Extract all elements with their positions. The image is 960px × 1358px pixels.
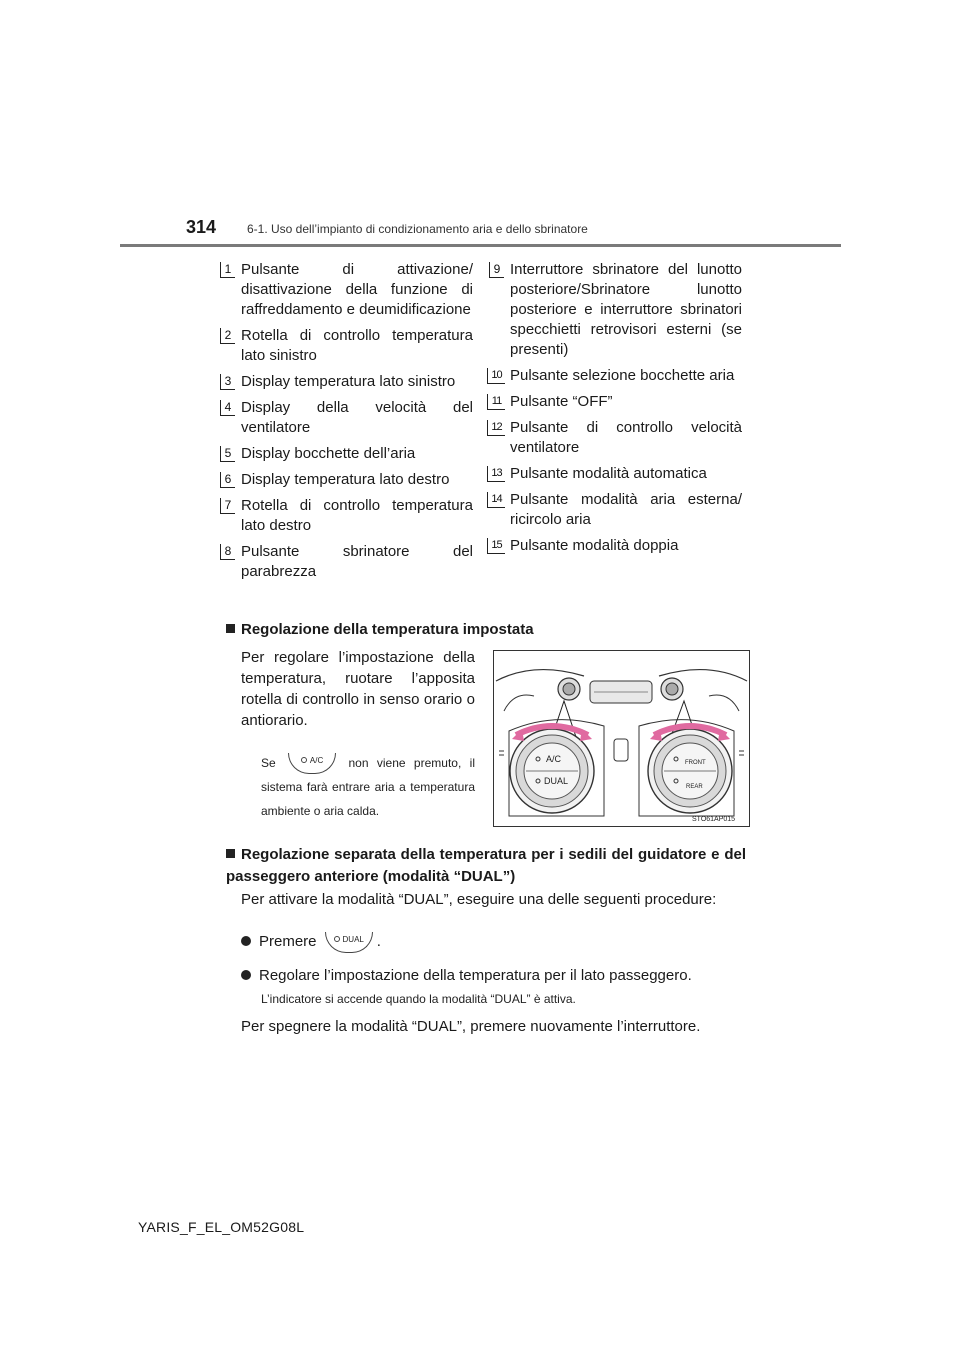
figure-code: STO61AP015 [692,816,736,823]
dual-bullet-2: Regolare l’impostazione della temperatura per il lato passeggero. [241,965,692,986]
callout-badge: 13 [487,466,505,482]
legend-item: 3 Display temperatura lato sinistro [241,372,473,392]
legend-item: 11 Pulsante “OFF” [510,392,742,412]
callout-badge: 6 [220,472,235,488]
legend-item: 9 Interruttore sbrinatore del lunotto posteriore/Sbrinatore lunotto posteriore e interruttore sbrinatori specchietti retrovisori esterni (se presenti) [510,260,742,360]
round-bullet-icon [241,936,251,946]
round-bullet-icon [241,970,251,980]
legend-item: 10 Pulsante selezione bocchette aria [510,366,742,386]
dual-intro: Per attivare la modalità “DUAL”, eseguire una delle seguenti procedure: [241,891,717,908]
climate-control-figure [493,650,750,827]
callout-badge: 10 [487,368,505,384]
callout-badge: 8 [220,544,235,560]
legend-item: 6 Display temperatura lato destro [241,470,473,490]
temp-body: Per regolare l’impostazione della temperatura, ruotare l’apposita rotella di controllo in senso orario o antiorario. [241,649,475,729]
dual-off-text: Per spegnere la modalità “DUAL”, premere nuovamente l’interruttore. [241,1018,701,1035]
dual-heading: Regolazione separata della temperatura per i sedili del guidatore e del passeggero anteriore (modalità “DUAL”) [226,846,746,885]
square-bullet-icon [226,849,235,858]
callout-badge: 11 [487,394,505,410]
dual-button-icon: DUAL [325,932,373,953]
knob-label-rear: REAR [686,784,703,790]
knob-label-ac: A/C [546,754,562,764]
legend-right [491,260,742,562]
knob-label-front: FRONT [685,760,706,766]
legend-item: 14 Pulsante modalità aria esterna/ ricircolo aria [510,490,742,530]
climate-panel-illustration [494,651,749,826]
legend-item: 13 Pulsante modalità automatica [510,464,742,484]
footer-code: YARIS_F_EL_OM52G08L [138,1219,305,1235]
callout-badge: 4 [220,400,235,416]
callout-badge: 9 [489,262,504,278]
callout-badge: 7 [220,498,235,514]
legend-item: 12 Pulsante di controllo velocità ventilatore [510,418,742,458]
section-title: 6-1. Uso dell’impianto di condizionamento aria e dello sbrinatore [247,222,588,236]
dual-note: L’indicatore si accende quando la modalità “DUAL” è attiva. [261,992,576,1006]
legend-item: 5 Display bocchette dell’aria [241,444,473,464]
legend-item: 1 Pulsante di attivazione/ disattivazione della funzione di raffreddamento e deumidificazione [241,260,473,320]
callout-badge: 5 [220,446,235,462]
header-rule [120,244,841,247]
legend-item: 4 Display della velocità del ventilatore [241,398,473,438]
callout-badge: 1 [220,262,235,278]
square-bullet-icon [226,624,235,633]
legend-left [224,260,473,588]
callout-badge: 3 [220,374,235,390]
callout-badge: 2 [220,328,235,344]
legend-item: 2 Rotella di controllo temperatura lato sinistro [241,326,473,366]
legend-item: 7 Rotella di controllo temperatura lato destro [241,496,473,536]
page-number: 314 [186,217,217,237]
ac-button-icon: A/C [288,753,336,774]
callout-badge: 14 [487,492,505,508]
temp-heading: Regolazione della temperatura impostata [226,619,534,641]
callout-badge: 15 [487,538,505,554]
temp-note: Se A/C non viene premuto, il sistema farà entrare aria a temperatura ambiente o aria calda. [261,751,475,823]
dual-bullet-1: Premere DUAL . [241,931,381,953]
callout-badge: 12 [487,420,505,436]
knob-label-dual: DUAL [544,776,569,786]
legend-item: 15 Pulsante modalità doppia [510,536,742,556]
legend-item: 8 Pulsante sbrinatore del parabrezza [241,542,473,582]
